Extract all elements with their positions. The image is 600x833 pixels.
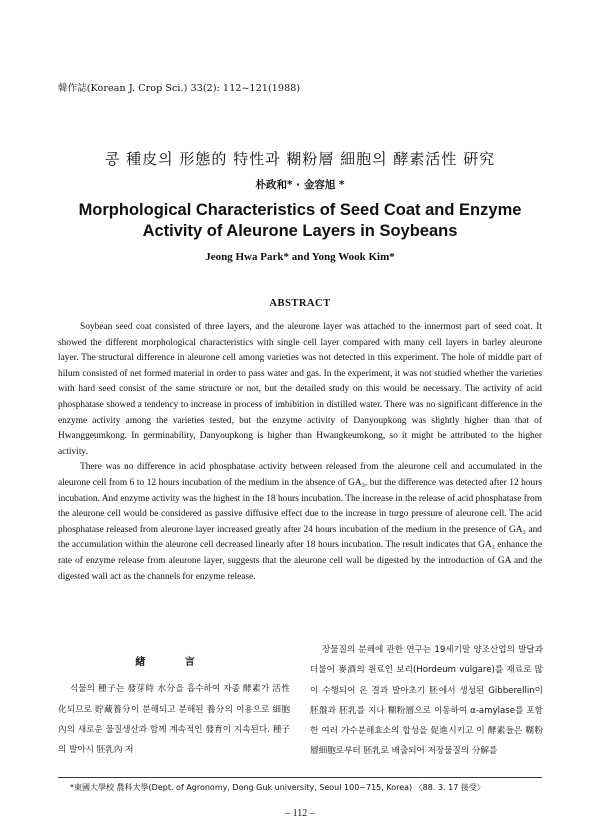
korean-authors: 朴政和* · 金容旭 * (255, 179, 345, 191)
english-title-line2: Activity of Aleurone Layers in Soybeans (142, 222, 458, 240)
intro-right-column (310, 640, 543, 762)
english-title (0, 200, 600, 242)
intro-left-text: 식물의 種子는 發芽時 水分을 흡수하여 자종 酵素가 活性化되므로 貯藏養分이 분해되고 분해된 養分의 이용으로 細胞內의 새로운 물질생산과 함께 계속적인 發育이 지속된다. 種子의 발아시 胚乳內 저 (58, 684, 290, 756)
footnote-divider (58, 777, 542, 778)
journal-citation: 韓作誌(Korean J. Crop Sci.) 33(2): 112~121(1988) (58, 83, 301, 94)
abstract-heading: ABSTRACT (269, 298, 331, 309)
english-authors: Jeong Hwa Park* and Yong Wook Kim* (205, 251, 395, 263)
abstract-body (58, 320, 542, 585)
introduction-heading: 緖 言 (135, 657, 213, 668)
abstract-paragraph-2: There was no difference in acid phosphatase activity between released from the aleurone cell and accumulated in the aleurone cell from 6 to 12 hours incubation of the medium in the absence of GA₃, but the difference was detected after 12 hours incubation. And enzyme activity was the highest in the 18 hours incubation. The increase in the release of acid phosphatase from the aleurone cell would be considered as passive diffusive effect due to the increase in turgo pressure of aleurone cell. The acid phosphatase released from aleurone layer increased greatly after 24 hours incubation of the medium in the presence of GA₃ and the accumulation within the aleurone cell decreased linearly after 18 hours incubation. The result indicates that GA₃ enhance the rate of enzyme release from aleurone layer, suggests that the aleurone cell wall be digested by the introduction of GA and the digested wall act as the channels for enzyme release. (58, 462, 542, 582)
korean-title: 콩 種皮의 形態的 特性과 糊粉層 細胞의 酵素活性 硏究 (104, 150, 496, 168)
intro-left-column (58, 640, 290, 760)
abstract-paragraph-1: Soybean seed coat consisted of three layers, and the aleurone layer was attached to the innermost part of seed coat. It showed the different morphological characteristics with single cell layer compared with many cell layers in barley aleurone layer. The structural difference in aleurone cell among varieties was not detected in this experiment. The hole of middle part of hilum consisted of net formed material in order to pass water and gas. In the experiment, it was not studied whether the varieties with hard seed consist of the same structure or not, but the detailed study on this would be necessary. The activity of acid phosphatase showed a tendency to increase in process of imbibition in distilled water. There was no significant difference in the enzyme activity among the varieties tested, but the enzyme activity of Danyoupkong was slightly higher than that of Hwanggeumkong. In germinability, Danyoupkong is higher than Hwangkeumkong, so it might be attributed to the higher activity. (58, 322, 542, 457)
intro-right-text: 장물질의 분해에 관한 연구는 19세기말 양조산업의 발달과 더불어 麥酒의 원료인 보리(Hordeum vulgare)를 재료로 많이 수행되어 온 결과 발아초기 胚에서 생성된 Gibberellin이 胚盤과 胚乳를 지나 糊粉層으로 이동하여 α-amylase를 포함한 여러 가수분해효소의 합성을 促進시키고 이 酵素들은 糊粉層細胞로부터 胚乳로 배출되어 저장물질의 分解를 (310, 645, 543, 757)
page-number: – 112 – (285, 808, 315, 819)
english-title-line1: Morphological Characteristics of Seed Coat and Enzyme (78, 201, 522, 219)
affiliation-footnote: *東國大學校 農科大學(Dept. of Agronomy, Dong Guk university, Seoul 100−715, Korea) 〈88. 3. 17 接受〉 (70, 783, 485, 792)
